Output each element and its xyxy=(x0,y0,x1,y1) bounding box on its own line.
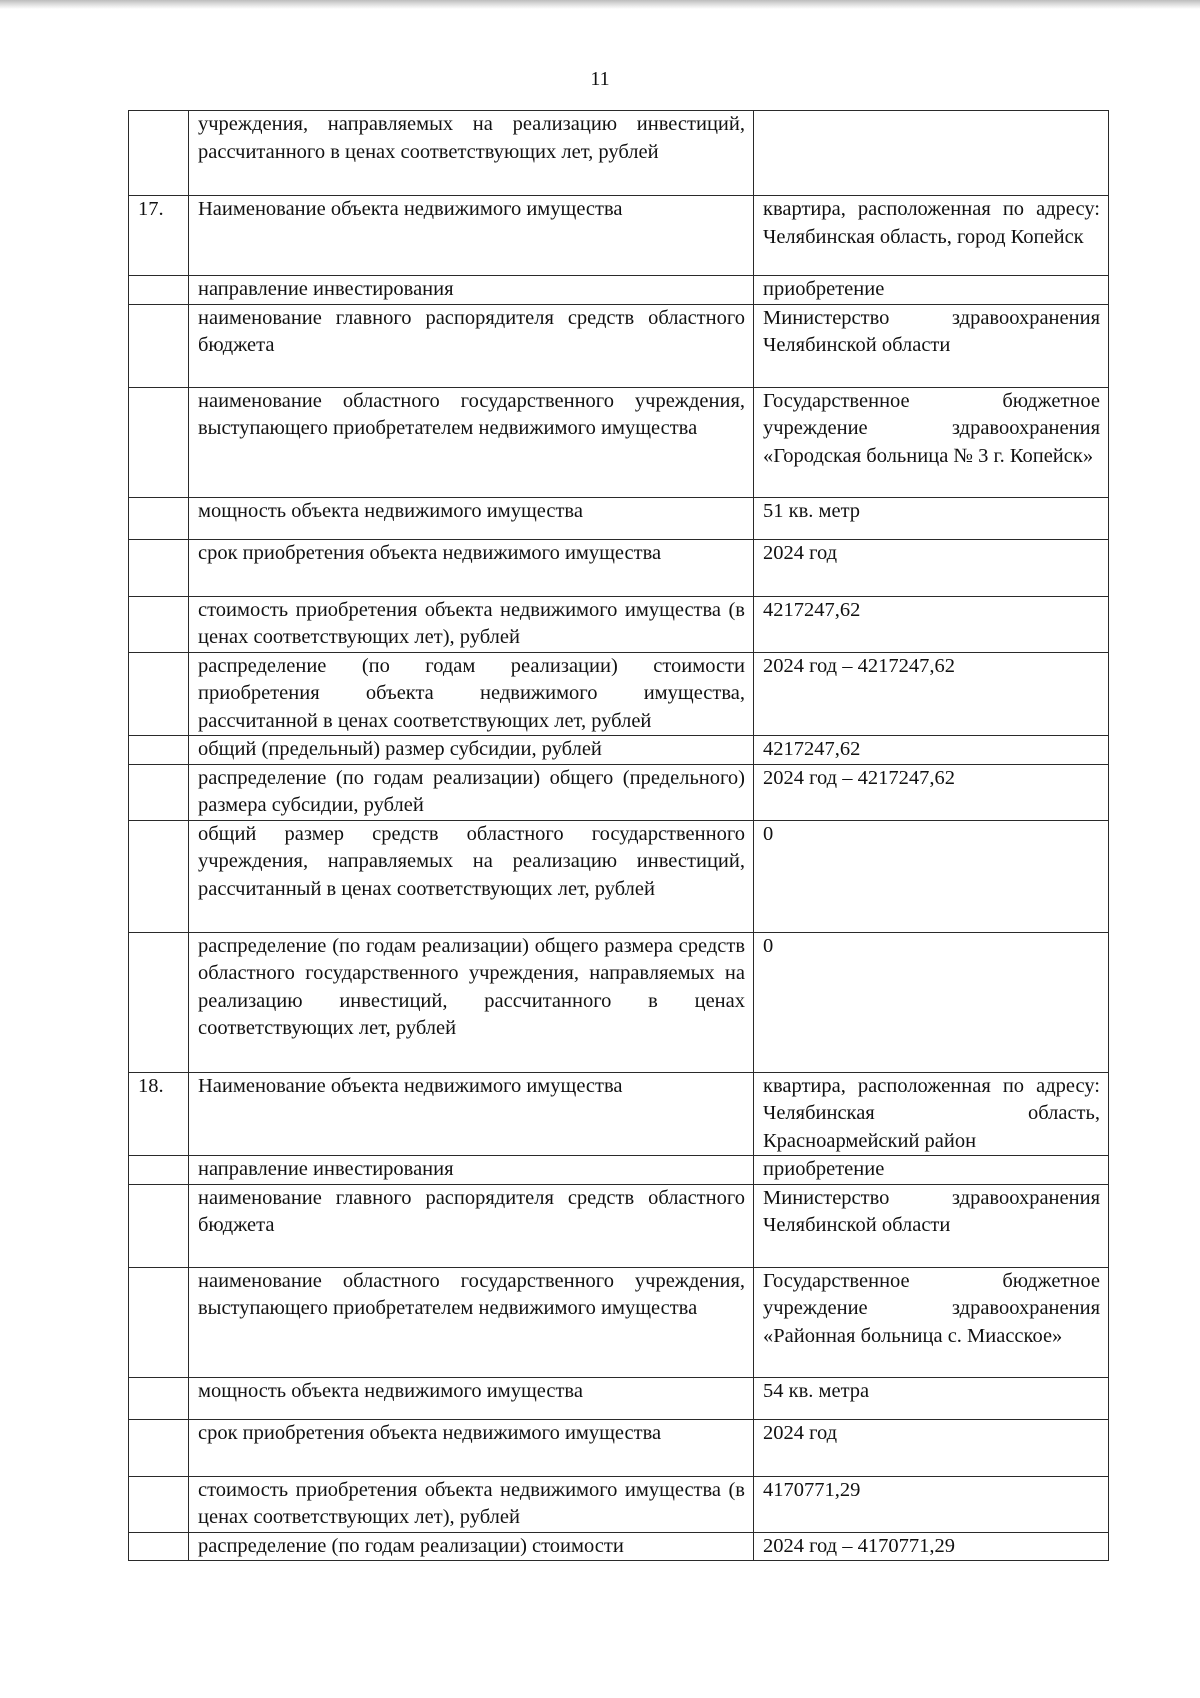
row-value: 51 кв. метр xyxy=(754,497,1109,539)
row-label: наименование главного распорядителя средств областного бюджета xyxy=(189,1184,754,1267)
row-label: общий размер средств областного государственного учреждения, направляемых на реализацию инвестиций, рассчитанный в ценах соответствующих лет, рублей xyxy=(189,820,754,932)
row-number xyxy=(129,1532,189,1561)
row-value xyxy=(754,111,1109,196)
row-value: 2024 год – 4217247,62 xyxy=(754,764,1109,820)
table-row xyxy=(129,1377,1109,1419)
table-row xyxy=(129,1532,1109,1561)
row-label: распределение (по годам реализации) общего размера средств областного государственного учреждения, направляемых на реализацию инвестиций, рассчитанного в ценах соответствующих лет, рублей xyxy=(189,932,754,1072)
row-number xyxy=(129,387,189,497)
row-value: 54 кв. метра xyxy=(754,1377,1109,1419)
row-number xyxy=(129,276,189,305)
table-row xyxy=(129,1184,1109,1267)
row-number xyxy=(129,304,189,387)
row-number xyxy=(129,1419,189,1476)
row-label: наименование областного государственного учреждения, выступающего приобретателем недвижимого имущества xyxy=(189,387,754,497)
table-row xyxy=(129,652,1109,736)
row-value: приобретение xyxy=(754,1156,1109,1185)
row-number xyxy=(129,596,189,652)
page-number: 11 xyxy=(590,68,610,90)
row-value: 2024 год xyxy=(754,1419,1109,1476)
table-row xyxy=(129,736,1109,765)
row-label: мощность объекта недвижимого имущества xyxy=(189,1377,754,1419)
row-label: распределение (по годам реализации) общего (предельного) размера субсидии, рублей xyxy=(189,764,754,820)
row-label: срок приобретения объекта недвижимого имущества xyxy=(189,539,754,596)
row-number xyxy=(129,539,189,596)
row-number xyxy=(129,1377,189,1419)
row-number: 17. xyxy=(129,196,189,276)
row-value: 0 xyxy=(754,820,1109,932)
row-label: направление инвестирования xyxy=(189,276,754,305)
row-number xyxy=(129,1156,189,1185)
row-value: квартира, расположенная по адресу: Челябинская область, город Копейск xyxy=(754,196,1109,276)
row-label: учреждения, направляемых на реализацию инвестиций, рассчитанного в ценах соответствующих лет, рублей xyxy=(189,111,754,196)
table-row xyxy=(129,1419,1109,1476)
table-row xyxy=(129,196,1109,276)
investment-table xyxy=(128,110,1109,1561)
row-label: распределение (по годам реализации) стоимости xyxy=(189,1532,754,1561)
row-number xyxy=(129,497,189,539)
row-value: приобретение xyxy=(754,276,1109,305)
row-number xyxy=(129,652,189,736)
table-row xyxy=(129,1476,1109,1532)
table-row xyxy=(129,596,1109,652)
row-value: 0 xyxy=(754,932,1109,1072)
row-label: мощность объекта недвижимого имущества xyxy=(189,497,754,539)
row-number xyxy=(129,736,189,765)
row-value: Министерство здравоохранения Челябинской области xyxy=(754,1184,1109,1267)
row-number xyxy=(129,820,189,932)
row-label: Наименование объекта недвижимого имущества xyxy=(189,196,754,276)
row-number xyxy=(129,932,189,1072)
table-row xyxy=(129,1267,1109,1377)
row-number: 18. xyxy=(129,1072,189,1156)
row-value: Государственное бюджетное учреждение здравоохранения «Городская больница № 3 г. Копейск» xyxy=(754,387,1109,497)
row-label: общий (предельный) размер субсидии, рублей xyxy=(189,736,754,765)
row-number xyxy=(129,1267,189,1377)
row-number xyxy=(129,1476,189,1532)
row-label: распределение (по годам реализации) стоимости приобретения объекта недвижимого имущества, рассчитанной в ценах соответствующих лет, рублей xyxy=(189,652,754,736)
row-value: квартира, расположенная по адресу: Челябинская область, Красноармейский район xyxy=(754,1072,1109,1156)
row-label: стоимость приобретения объекта недвижимого имущества (в ценах соответствующих лет), рублей xyxy=(189,1476,754,1532)
row-number xyxy=(129,1184,189,1267)
row-label: Наименование объекта недвижимого имущества xyxy=(189,1072,754,1156)
row-value: 4217247,62 xyxy=(754,596,1109,652)
table-row xyxy=(129,111,1109,196)
row-label: наименование главного распорядителя средств областного бюджета xyxy=(189,304,754,387)
table-row xyxy=(129,539,1109,596)
table-row xyxy=(129,1072,1109,1156)
scan-edge xyxy=(0,0,1200,9)
table-row xyxy=(129,764,1109,820)
row-number xyxy=(129,111,189,196)
table-row xyxy=(129,932,1109,1072)
row-value: 2024 год – 4217247,62 xyxy=(754,652,1109,736)
row-value: Министерство здравоохранения Челябинской области xyxy=(754,304,1109,387)
table-row xyxy=(129,497,1109,539)
row-value: 4217247,62 xyxy=(754,736,1109,765)
row-value: 4170771,29 xyxy=(754,1476,1109,1532)
row-number xyxy=(129,764,189,820)
row-label: стоимость приобретения объекта недвижимого имущества (в ценах соответствующих лет), рублей xyxy=(189,596,754,652)
row-label: наименование областного государственного учреждения, выступающего приобретателем недвижимого имущества xyxy=(189,1267,754,1377)
table-row xyxy=(129,276,1109,305)
table-row xyxy=(129,1156,1109,1185)
row-value: 2024 год xyxy=(754,539,1109,596)
row-value: 2024 год – 4170771,29 xyxy=(754,1532,1109,1561)
table-row xyxy=(129,820,1109,932)
row-value: Государственное бюджетное учреждение здравоохранения «Районная больница с. Миасское» xyxy=(754,1267,1109,1377)
table-row xyxy=(129,304,1109,387)
row-label: срок приобретения объекта недвижимого имущества xyxy=(189,1419,754,1476)
row-label: направление инвестирования xyxy=(189,1156,754,1185)
table-row xyxy=(129,387,1109,497)
